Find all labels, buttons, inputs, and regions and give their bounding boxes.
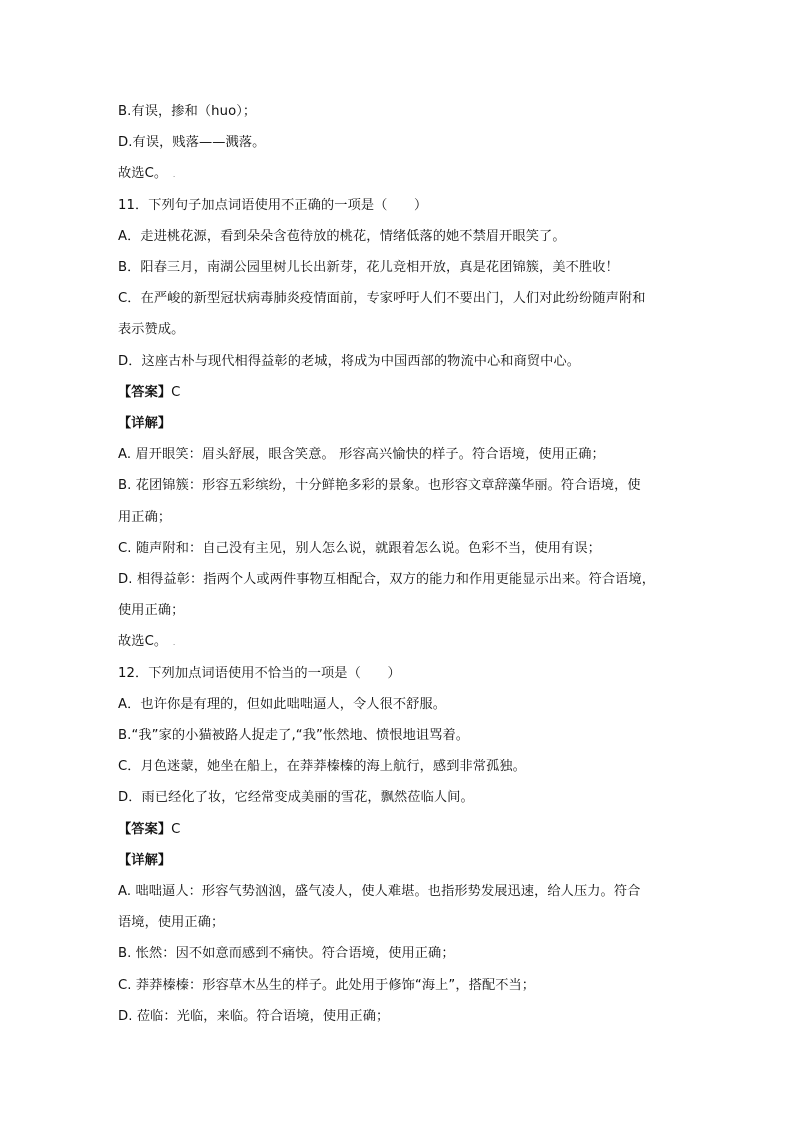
question-12-detail-b: B. 怅然：因不如意而感到不痛快。符合语境，使用正确； xyxy=(118,946,455,961)
question-11-detail-label: 【详解】 xyxy=(118,416,172,431)
answer-label: 【答案】 xyxy=(118,822,172,837)
question-12-detail-a-line1: A. 咄咄逼人：形容气势汹汹，盛气凌人，使人难堪。也指形势发展迅速，给人压力。符合 xyxy=(118,884,641,899)
answer-value: C xyxy=(171,385,181,400)
question-12-answer xyxy=(118,821,693,839)
question-11-option-c-line2: 表示赞成。 xyxy=(118,322,185,337)
question-11-option-a: A．走进桃花源，看到朵朵含苞待放的桃花，情绪低落的她不禁眉开眼笑了。 xyxy=(118,229,566,244)
question-11-stem: 11．下列句子加点词语使用不正确的一项是（ ） xyxy=(118,198,428,213)
question-12-option-b: B.“我”家的小猫被路人捉走了,“我”怅然地、愤恨地诅骂着。 xyxy=(118,728,470,743)
question-11-detail-d-line1: D. 相得益彰：指两个人或两件事物互相配合，双方的能力和作用更能显示出来。符合语境， xyxy=(118,572,656,587)
dot-mark: . xyxy=(173,640,176,647)
question-12-detail-d: D. 莅临：光临，来临。符合语境，使用正确； xyxy=(118,1009,390,1024)
dot-mark: . xyxy=(173,172,176,179)
answer-label: 【答案】 xyxy=(118,385,172,400)
question-12-detail-a-line2: 语境，使用正确； xyxy=(118,915,225,930)
question-12-option-d: D．雨已经化了妆，它经常变成美丽的雪花，飘然莅临人间。 xyxy=(118,790,474,805)
prev-analysis-b: B.有误，掺和（huo）； xyxy=(118,104,257,119)
question-11-detail-c: C. 随声附和：自己没有主见，别人怎么说，就跟着怎么说。色彩不当，使用有误； xyxy=(118,541,601,556)
prev-analysis-d: D.有误，贱落——溅落。 xyxy=(118,135,266,150)
question-12-stem: 12．下列加点词语使用不恰当的一项是（ ） xyxy=(118,666,401,681)
question-11-detail-a: A. 眉开眼笑：眉头舒展，眼含笑意。 形容高兴愉快的样子。符合语境，使用正确； xyxy=(118,447,605,462)
question-11-option-b: B．阳春三月，南湖公园里树儿长出新芽，花儿竞相开放，真是花团锦簇，美不胜收！ xyxy=(118,260,619,275)
conclusion-text: 故选C。 xyxy=(118,634,168,649)
question-12-option-a: A．也许你是有理的，但如此咄咄逼人，令人很不舒服。 xyxy=(118,697,447,712)
question-11-conclusion xyxy=(118,633,693,653)
question-11-option-c-line1: C．在严峻的新型冠状病毒肺炎疫情面前，专家呼吁人们不要出门，人们对此纷纷随声附和 xyxy=(118,291,646,306)
question-11-detail-d-line2: 使用正确； xyxy=(118,603,185,618)
question-11-answer xyxy=(118,384,693,402)
question-11-detail-b-line2: 用正确； xyxy=(118,510,172,525)
question-11-detail-b-line1: B. 花团锦簇：形容五彩缤纷，十分鲜艳多彩的景象。也形容文章辞藻华丽。符合语境，使 xyxy=(118,478,641,493)
answer-value: C xyxy=(171,822,181,837)
prev-conclusion xyxy=(118,165,693,185)
prev-conclusion-text: 故选C。 xyxy=(118,166,168,181)
question-11-option-d: D．这座古朴与现代相得益彰的老城，将成为中国西部的物流中心和商贸中心。 xyxy=(118,354,581,369)
question-12-detail-label: 【详解】 xyxy=(118,853,172,868)
question-12-detail-c: C. 莽莽榛榛：形容草木丛生的样子。此处用于修饰“海上”，搭配不当； xyxy=(118,978,536,993)
question-12-option-c: C．月色迷蒙，她坐在船上，在莽莽榛榛的海上航行，感到非常孤独。 xyxy=(118,759,526,774)
